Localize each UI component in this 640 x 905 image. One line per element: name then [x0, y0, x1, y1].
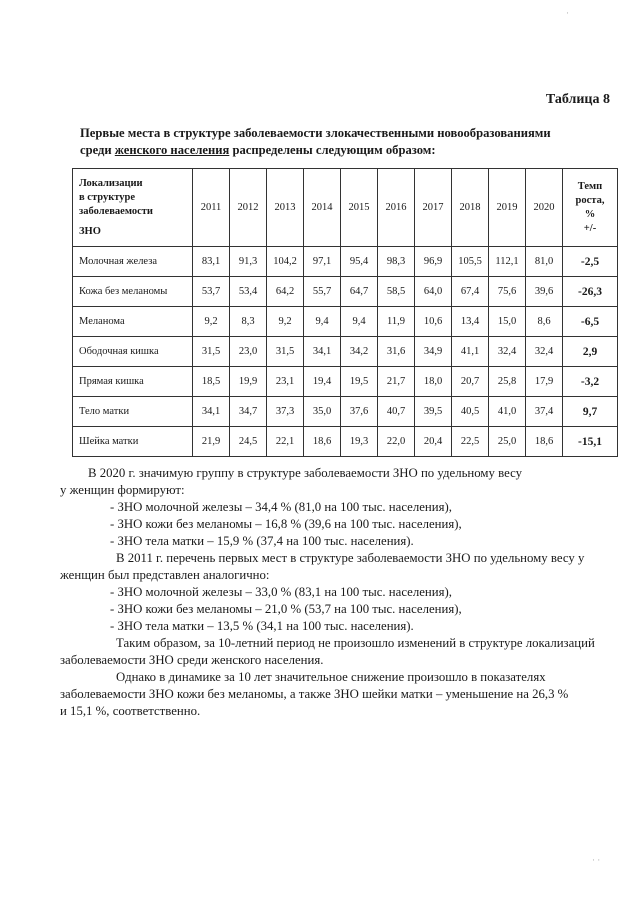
- header-loc-line: ЗНО: [79, 225, 101, 237]
- paragraph-dynamics-cont: и 15,1 %, соответственно.: [60, 704, 201, 718]
- cell-value: 20,7: [452, 367, 489, 397]
- paragraph-2020: [88, 465, 614, 482]
- cell-value: 105,5: [452, 247, 489, 277]
- cell-value: 25,8: [489, 367, 526, 397]
- table-row: [73, 427, 618, 457]
- cell-value: 9,4: [304, 307, 341, 337]
- paragraph-conclusion: Таким образом, за 10-летний период не произошло изменений в структуре локализаций: [116, 636, 595, 650]
- cell-value: 8,6: [526, 307, 563, 337]
- cell-value: 67,4: [452, 277, 489, 307]
- row-localization: Кожа без меланомы: [73, 277, 193, 307]
- list-item: - ЗНО кожи без меланомы – 21,0 % (53,7 на 100 тыс. населения),: [110, 602, 462, 616]
- cell-value: 21,7: [378, 367, 415, 397]
- cell-value: 8,3: [230, 307, 267, 337]
- cell-growth-rate: -6,5: [563, 307, 618, 337]
- paragraph-2011-cont: женщин был представлен аналогично:: [60, 568, 270, 582]
- table-header-row: [73, 169, 618, 247]
- cell-value: 31,5: [193, 337, 230, 367]
- cell-value: 18,0: [415, 367, 452, 397]
- header-year: 2012: [230, 169, 267, 247]
- cell-growth-rate: -3,2: [563, 367, 618, 397]
- cell-value: 98,3: [378, 247, 415, 277]
- cell-growth-rate: -26,3: [563, 277, 618, 307]
- cell-value: 18,6: [526, 427, 563, 457]
- cell-value: 41,1: [452, 337, 489, 367]
- cell-value: 31,5: [267, 337, 304, 367]
- cell-value: 22,5: [452, 427, 489, 457]
- cell-value: 64,2: [267, 277, 304, 307]
- cell-value: 32,4: [526, 337, 563, 367]
- cell-value: 18,5: [193, 367, 230, 397]
- cell-value: 37,3: [267, 397, 304, 427]
- cell-value: 34,1: [304, 337, 341, 367]
- header-rate-line: +/-: [583, 222, 597, 234]
- table-row: [73, 277, 618, 307]
- row-localization: Шейка матки: [73, 427, 193, 457]
- cell-value: 17,9: [526, 367, 563, 397]
- table-row: [73, 307, 618, 337]
- cell-value: 10,6: [415, 307, 452, 337]
- cell-value: 75,6: [489, 277, 526, 307]
- caption-pre: среди: [80, 143, 115, 157]
- cell-value: 23,1: [267, 367, 304, 397]
- cell-value: 18,6: [304, 427, 341, 457]
- cell-value: 37,4: [526, 397, 563, 427]
- scan-speck: · ·: [592, 855, 601, 865]
- table-number: Таблица 8: [545, 92, 610, 107]
- cell-value: 91,3: [230, 247, 267, 277]
- cell-value: 9,2: [193, 307, 230, 337]
- cell-value: 64,0: [415, 277, 452, 307]
- caption-underlined: женского населения: [114, 143, 230, 157]
- row-localization: Ободочная кишка: [73, 337, 193, 367]
- header-rate-line: роста,: [575, 194, 605, 206]
- row-localization: Тело матки: [73, 397, 193, 427]
- list-item: - ЗНО тела матки – 15,9 % (37,4 на 100 тыс. населения).: [110, 534, 414, 548]
- cell-value: 104,2: [267, 247, 304, 277]
- cell-value: 39,6: [526, 277, 563, 307]
- header-year: 2019: [489, 169, 526, 247]
- header-year: 2013: [267, 169, 304, 247]
- paragraph-dynamics-cont: заболеваемости ЗНО кожи без меланомы, а также ЗНО шейки матки – уменьшение на 26,3 %: [60, 687, 569, 701]
- header-loc-line: Локализации: [79, 177, 143, 189]
- cell-growth-rate: -2,5: [563, 247, 618, 277]
- cell-value: 97,1: [304, 247, 341, 277]
- cell-value: 15,0: [489, 307, 526, 337]
- cell-value: 53,4: [230, 277, 267, 307]
- paragraph-2020-cont: у женщин формируют:: [60, 483, 185, 497]
- scan-speck: ·: [566, 8, 569, 18]
- cell-value: 23,0: [230, 337, 267, 367]
- paragraph-dynamics: Однако в динамике за 10 лет значительное снижение произошло в показателях: [116, 670, 546, 684]
- cell-value: 53,7: [193, 277, 230, 307]
- cell-value: 19,4: [304, 367, 341, 397]
- cell-value: 32,4: [489, 337, 526, 367]
- row-localization: Молочная железа: [73, 247, 193, 277]
- header-year: 2016: [378, 169, 415, 247]
- cell-value: 41,0: [489, 397, 526, 427]
- header-rate-line: %: [584, 208, 596, 220]
- cell-value: 19,9: [230, 367, 267, 397]
- paragraph-conclusion-cont: заболеваемости ЗНО среди женского населения.: [60, 653, 324, 667]
- list-item: - ЗНО молочной железы – 34,4 % (81,0 на 100 тыс. населения),: [110, 500, 452, 514]
- cell-value: 19,5: [341, 367, 378, 397]
- header-growth-rate: [563, 169, 618, 247]
- cell-value: 11,9: [378, 307, 415, 337]
- cell-value: 9,2: [267, 307, 304, 337]
- header-year: 2017: [415, 169, 452, 247]
- cell-growth-rate: -15,1: [563, 427, 618, 457]
- cell-value: 112,1: [489, 247, 526, 277]
- cell-value: 13,4: [452, 307, 489, 337]
- cell-value: 40,7: [378, 397, 415, 427]
- cell-value: 34,9: [415, 337, 452, 367]
- cell-value: 64,7: [341, 277, 378, 307]
- header-year: 2011: [193, 169, 230, 247]
- paragraph-2020-first: В 2020 г. значимую группу в структуре заболеваемости ЗНО по удельному весу: [88, 466, 522, 480]
- header-loc-line: в структуре: [79, 191, 136, 203]
- caption-line-2: [80, 142, 610, 159]
- cell-value: 35,0: [304, 397, 341, 427]
- cell-value: 22,1: [267, 427, 304, 457]
- body-text: [60, 465, 614, 720]
- row-localization: Меланома: [73, 307, 193, 337]
- cell-value: 25,0: [489, 427, 526, 457]
- cell-value: 20,4: [415, 427, 452, 457]
- cell-value: 34,1: [193, 397, 230, 427]
- cell-growth-rate: 9,7: [563, 397, 618, 427]
- header-year: 2014: [304, 169, 341, 247]
- table-caption: [80, 125, 610, 159]
- cell-value: 40,5: [452, 397, 489, 427]
- table-body: [73, 247, 618, 457]
- table-row: [73, 397, 618, 427]
- cell-growth-rate: 2,9: [563, 337, 618, 367]
- cell-value: 34,7: [230, 397, 267, 427]
- caption-line-1: Первые места в структуре заболеваемости злокачественными новообразованиями: [80, 126, 551, 140]
- cell-value: 37,6: [341, 397, 378, 427]
- cell-value: 39,5: [415, 397, 452, 427]
- incidence-table: [72, 168, 618, 457]
- header-year: 2015: [341, 169, 378, 247]
- cell-value: 55,7: [304, 277, 341, 307]
- cell-value: 31,6: [378, 337, 415, 367]
- list-item: - ЗНО кожи без меланомы – 16,8 % (39,6 на 100 тыс. населения),: [110, 517, 462, 531]
- header-rate-line: Темп: [577, 180, 603, 192]
- cell-value: 81,0: [526, 247, 563, 277]
- cell-value: 58,5: [378, 277, 415, 307]
- header-localization: [73, 169, 193, 247]
- row-localization: Прямая кишка: [73, 367, 193, 397]
- table-row: [73, 247, 618, 277]
- header-loc-line: заболеваемости: [79, 205, 153, 217]
- header-year: 2020: [526, 169, 563, 247]
- caption-post: распределены следующим образом:: [229, 143, 436, 157]
- cell-value: 9,4: [341, 307, 378, 337]
- list-item: - ЗНО тела матки – 13,5 % (34,1 на 100 тыс. населения).: [110, 619, 414, 633]
- cell-value: 22,0: [378, 427, 415, 457]
- cell-value: 34,2: [341, 337, 378, 367]
- cell-value: 95,4: [341, 247, 378, 277]
- table-row: [73, 337, 618, 367]
- header-year: 2018: [452, 169, 489, 247]
- paragraph-2011: В 2011 г. перечень первых мест в структуре заболеваемости ЗНО по удельному весу у: [116, 551, 585, 565]
- cell-value: 24,5: [230, 427, 267, 457]
- cell-value: 21,9: [193, 427, 230, 457]
- cell-value: 83,1: [193, 247, 230, 277]
- cell-value: 19,3: [341, 427, 378, 457]
- list-item: - ЗНО молочной железы – 33,0 % (83,1 на 100 тыс. населения),: [110, 585, 452, 599]
- table-row: [73, 367, 618, 397]
- cell-value: 96,9: [415, 247, 452, 277]
